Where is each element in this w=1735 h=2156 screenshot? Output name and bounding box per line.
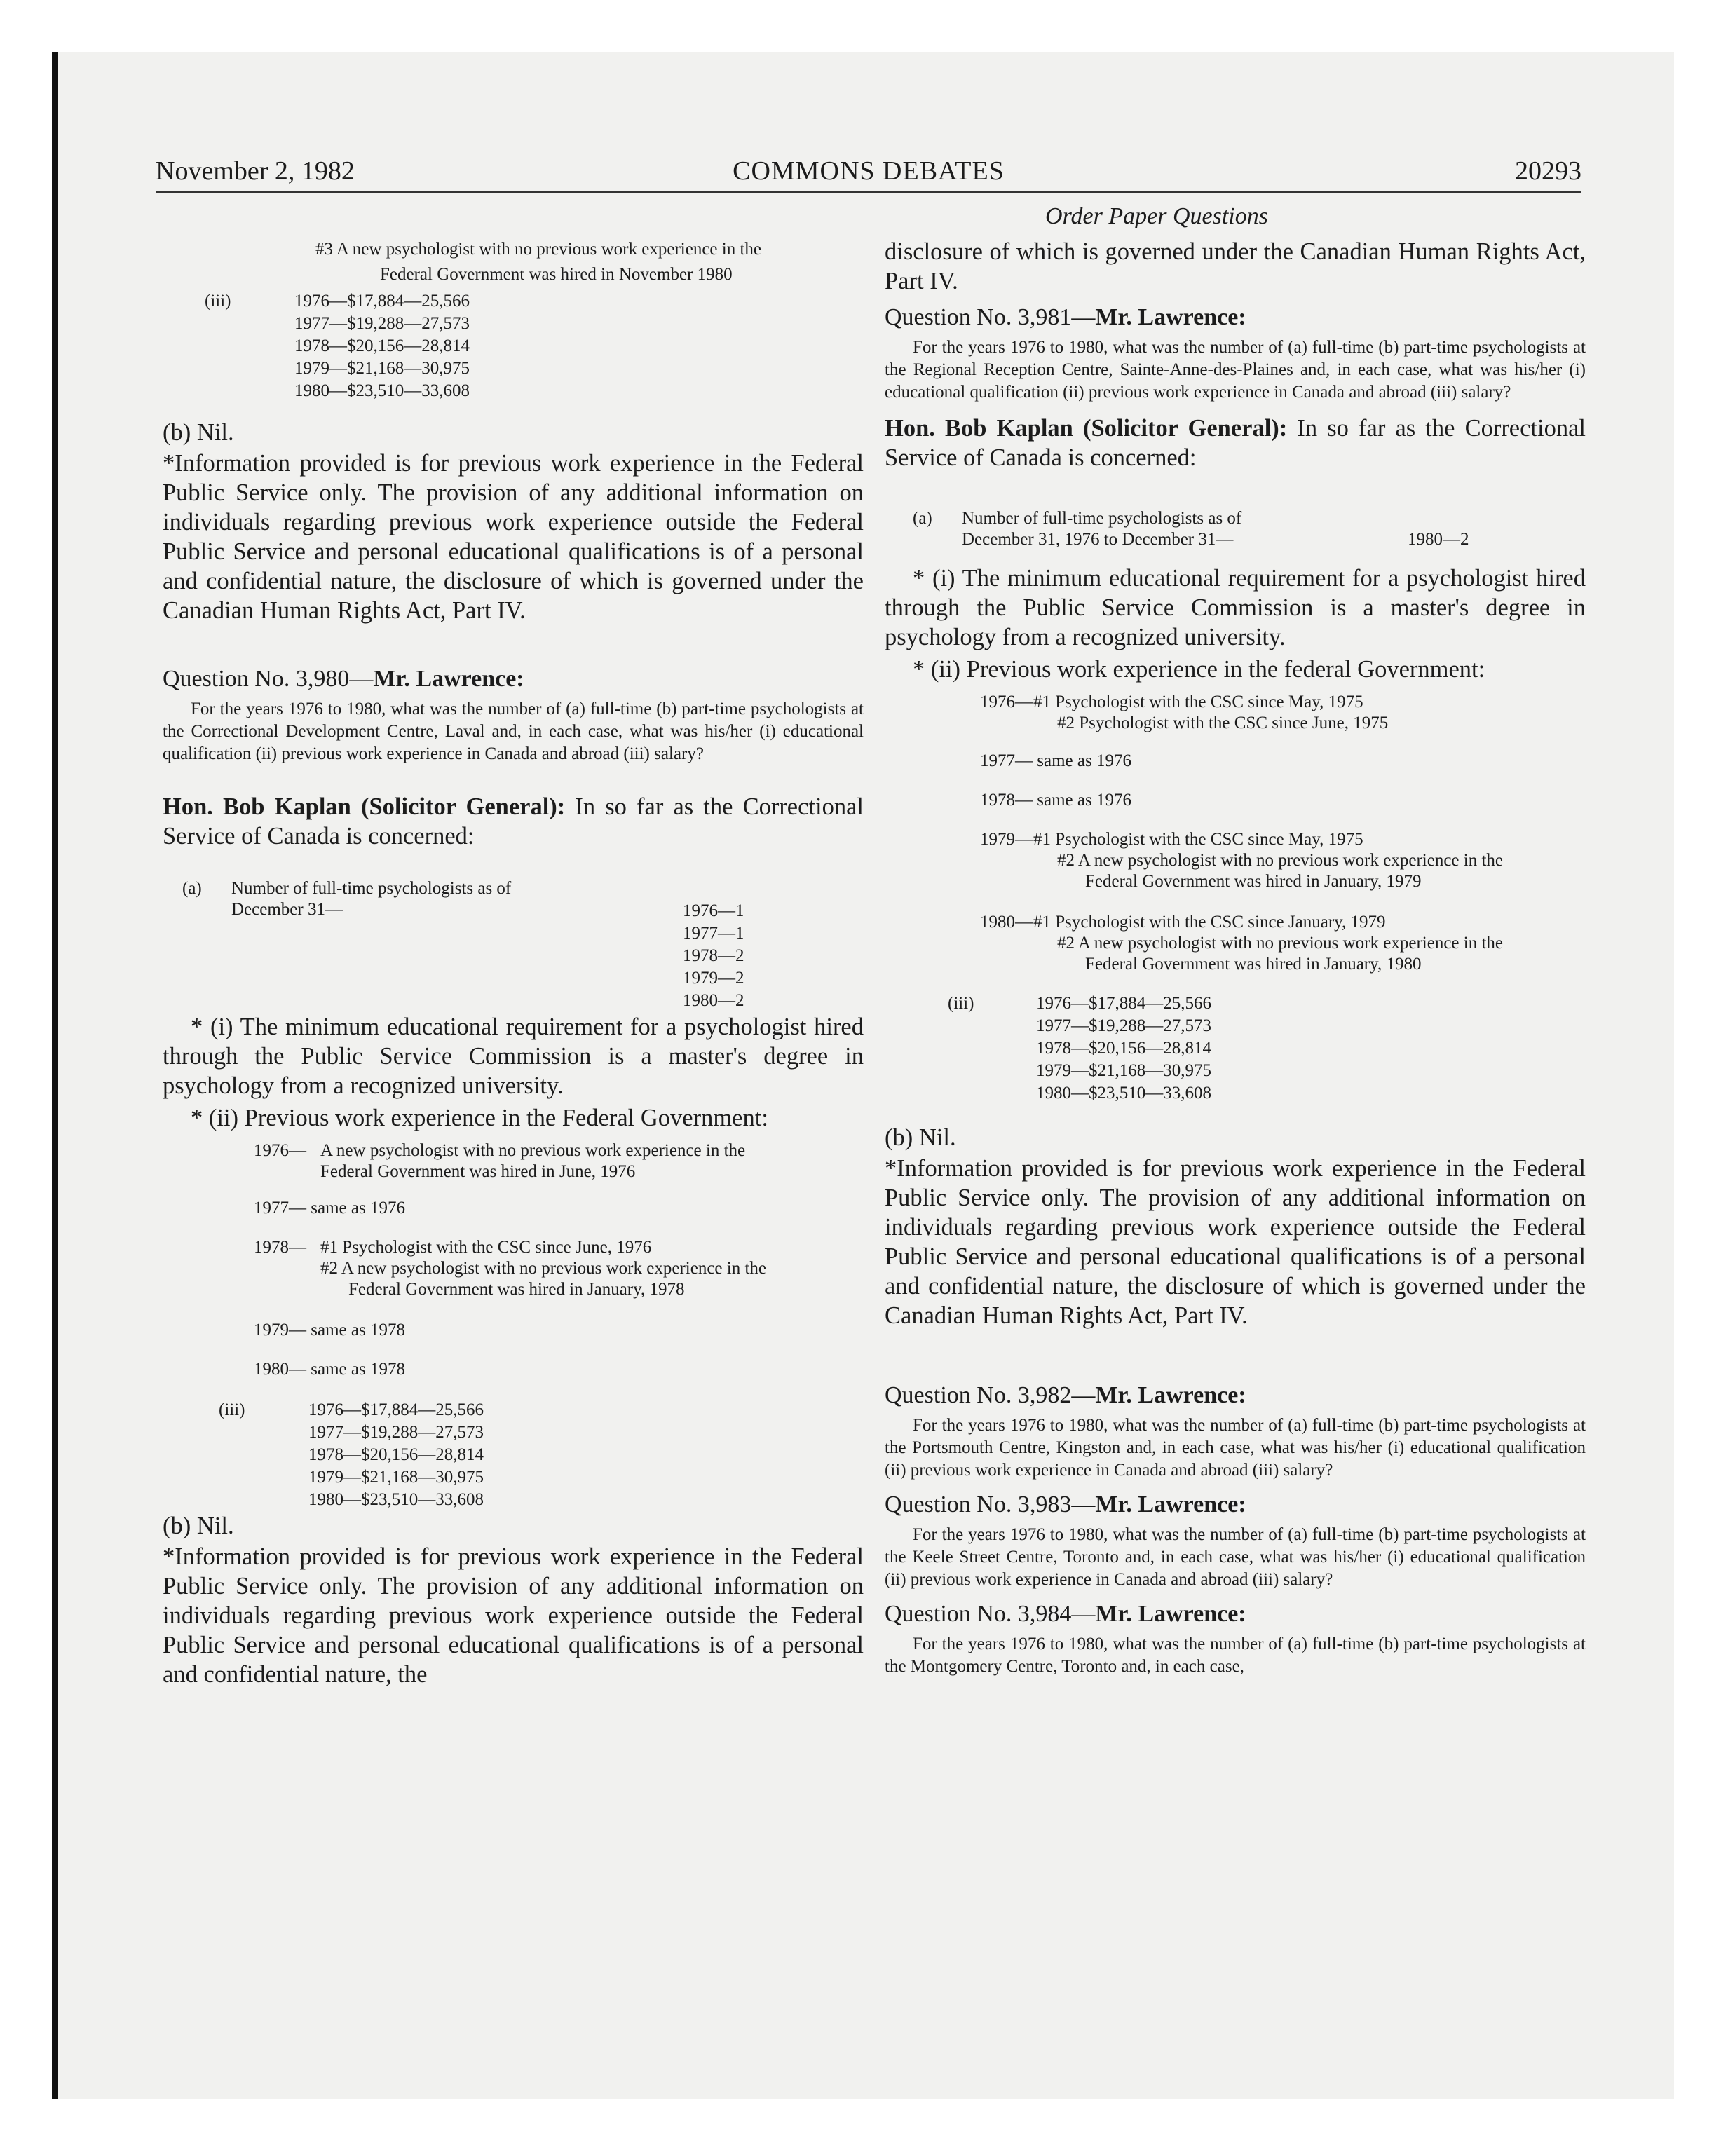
answer-speaker: Hon. Bob Kaplan (Solicitor General): (885, 415, 1288, 442)
question-text: For the years 1976 to 1980, what was the number of (a) full-time (b) part-time psychologists at the Portsmouth Centre, Kingston and, in each case, what was his/her (i) educational qualification (ii) previous work experience in Canada and abroad (iii) salary? (885, 1416, 1586, 1480)
experience-line: #2 Psychologist with the CSC since June, 1975 (1057, 714, 1389, 732)
experience-line: #1 Psychologist with the CSC since May, 1975 (1033, 692, 1363, 711)
answer-paragraph (163, 792, 864, 851)
a-text: Number of full-time psychologists as of (962, 509, 1242, 528)
scan-edge (52, 52, 58, 2099)
continued-paragraph: disclosure of which is governed under the Canadian Human Rights Act, Part IV. (885, 238, 1586, 294)
question-number: Question No. 3,984— (885, 1601, 1096, 1627)
experience-line: #1 Psychologist with the CSC since June, 1976 (320, 1238, 652, 1257)
info-paragraph: *Information provided is for previous work experience in the Federal Public Service only. The provision of any additional information on individuals regarding previous work experience outside the Federal Public Service and personal educational qualifications is of a personal and confidential nature, the disclosure of which is governed under the Canadian Human Rights Act, Part IV. (163, 450, 864, 624)
experience-line: Federal Government was hired in January, 1980 (1085, 955, 1422, 974)
experience-line: 1980— same as 1978 (254, 1360, 405, 1379)
salary-row: 1979—$21,168—30,975 (1036, 1061, 1211, 1080)
salary-table (163, 290, 864, 409)
experience-line: Federal Government was hired in January, 1979 (1085, 872, 1422, 891)
salary-row: 1980—$23,510—33,608 (308, 1490, 484, 1509)
question-text: For the years 1976 to 1980, what was the number of (a) full-time (b) part-time psychologists at the Keele Street Centre, Toronto and, in each case, what was his/her (i) educational qualification (ii) previous work experience in Canada and abroad (iii) salary? (885, 1525, 1586, 1589)
salary-row: 1977—$19,288—27,573 (308, 1423, 484, 1442)
iii-label: (iii) (948, 994, 974, 1013)
experience-line: #2 A new psychologist with no previous work experience in the (1057, 934, 1503, 953)
year-label: 1979— (980, 830, 1033, 849)
answer-paragraph (885, 414, 1586, 472)
salary-row: 1980—$23,510—33,608 (1036, 1084, 1211, 1103)
experience-line: 1977— same as 1976 (254, 1199, 405, 1217)
question-member: Mr. Lawrence: (1095, 1601, 1246, 1627)
iii-label: (iii) (205, 292, 231, 311)
previous-experience-heading: * (ii) Previous work experience in the Federal Government: (191, 1105, 768, 1131)
question-title (885, 1601, 1586, 1628)
previous-experience-heading: * (ii) Previous work experience in the federal Government: (913, 656, 1485, 683)
header-page-number: 20293 (1515, 156, 1581, 186)
question-number: Question No. 3,982— (885, 1382, 1096, 1408)
salary-row: 1980—$23,510—33,608 (294, 381, 470, 400)
question-title (885, 1382, 1586, 1409)
a-text: December 31, 1976 to December 31— (962, 530, 1234, 549)
education-paragraph: * (i) The minimum educational requirement for a psychologist hired through the Public Service Commission is a master's degree in psychology from a recognized university. (885, 565, 1586, 650)
question-member: Mr. Lawrence: (1095, 1382, 1246, 1408)
page-header (156, 149, 1581, 193)
salary-row: 1978—$20,156—28,814 (1036, 1039, 1211, 1058)
right-column (885, 231, 1586, 1678)
year-label: 1976— (254, 1141, 306, 1160)
experience-line: #1 Psychologist with the CSC since January, 1979 (1033, 913, 1386, 932)
count-table (163, 878, 864, 1010)
count-table (885, 507, 1586, 564)
salary-row: 1979—$21,168—30,975 (294, 359, 470, 378)
experience-line: 1978— same as 1976 (980, 791, 1131, 810)
year-label: 1978— (254, 1238, 306, 1257)
experience-table (885, 691, 1586, 1113)
experience-line: #2 A new psychologist with no previous work experience in the (320, 1259, 766, 1278)
iii-label: (iii) (219, 1400, 245, 1419)
question-title (885, 1492, 1586, 1518)
salary-row: 1978—$20,156—28,814 (294, 336, 470, 355)
left-column (163, 231, 864, 1689)
experience-line: 1979— same as 1978 (254, 1321, 405, 1339)
salary-row: 1979—$21,168—30,975 (308, 1468, 484, 1487)
b-nil: (b) Nil. (163, 419, 234, 446)
salary-row: 1976—$17,884—25,566 (294, 292, 470, 311)
salary-row: 1977—$19,288—27,573 (1036, 1016, 1211, 1035)
a-label: (a) (913, 509, 932, 528)
salary-row: 1976—$17,884—25,566 (1036, 994, 1211, 1013)
b-nil: (b) Nil. (885, 1124, 956, 1151)
note-line: Federal Government was hired in November 1980 (380, 265, 733, 284)
experience-line: Federal Government was hired in January, 1978 (348, 1280, 685, 1299)
answer-text: In so far as the Correctional Service of Canada is concerned: (885, 415, 1586, 471)
a-label: (a) (182, 879, 202, 898)
answer-text: In so far as the Correctional Service of Canada is concerned: (163, 793, 864, 850)
count-row: 1977—1 (683, 924, 744, 943)
salary-row: 1976—$17,884—25,566 (308, 1400, 484, 1419)
question-number: Question No. 3,981— (885, 304, 1096, 330)
experience-table (163, 1140, 864, 1509)
question-member: Mr. Lawrence: (1095, 1492, 1246, 1517)
info-paragraph: *Information provided is for previous work experience in the Federal Public Service only. The provision of any additional information on individuals regarding previous work experience outside the Federal Public Service and personal educational qualifications is of a personal and confidential nature, the disclosure of which is governed under the Canadian Human Rights Act, Part IV. (885, 1155, 1586, 1329)
experience-line: #1 Psychologist with the CSC since May, 1975 (1033, 830, 1363, 849)
count-row: 1980—2 (1408, 530, 1469, 549)
answer-speaker: Hon. Bob Kaplan (Solicitor General): (163, 793, 566, 820)
b-nil: (b) Nil. (163, 1513, 234, 1539)
count-row: 1980—2 (683, 991, 744, 1010)
question-member: Mr. Lawrence: (373, 666, 524, 692)
experience-line: #2 A new psychologist with no previous work experience in the (1057, 851, 1503, 870)
section-subhead: Order Paper Questions (1045, 203, 1268, 229)
question-member: Mr. Lawrence: (1095, 304, 1246, 330)
a-text: Number of full-time psychologists as of (231, 879, 512, 898)
year-label: 1976— (980, 692, 1033, 711)
count-row: 1978—2 (683, 946, 744, 965)
question-text: For the years 1976 to 1980, what was the number of (a) full-time (b) part-time psychologists at the Correctional Development Centre, Laval and, in each case, what was his/her (i) educational qualification (ii) previous work experience in Canada and abroad (iii) salary? (163, 700, 864, 763)
note-line: #3 A new psychologist with no previous work experience in the (315, 240, 761, 259)
a-text: December 31— (231, 900, 343, 919)
count-row: 1976—1 (683, 901, 744, 920)
question-number: Question No. 3,983— (885, 1492, 1096, 1517)
question-title (163, 666, 864, 692)
education-paragraph: * (i) The minimum educational requirement for a psychologist hired through the Public Service Commission is a master's degree in psychology from a recognized university. (163, 1014, 864, 1099)
question-text: For the years 1976 to 1980, what was the number of (a) full-time (b) part-time psychologists at the Regional Reception Centre, Sainte-Anne-des-Plaines and, in each case, what was his/her (i) educational qualification (ii) previous work experience in Canada and abroad (iii) salary? (885, 338, 1586, 402)
count-row: 1979—2 (683, 969, 744, 988)
experience-line: Federal Government was hired in June, 1976 (320, 1162, 636, 1181)
header-title: COMMONS DEBATES (733, 156, 1005, 186)
info-paragraph: *Information provided is for previous work experience in the Federal Public Service only. The provision of any additional information on individuals regarding previous work experience outside the Federal Public Service and personal educational qualifications is of a personal and confidential nature, the (163, 1543, 864, 1688)
salary-row: 1977—$19,288—27,573 (294, 314, 470, 333)
question-text: For the years 1976 to 1980, what was the number of (a) full-time (b) part-time psychologists at the Montgomery Centre, Toronto and, in each case, (885, 1635, 1586, 1676)
experience-line: 1977— same as 1976 (980, 751, 1131, 770)
question-title (885, 304, 1586, 331)
question-number: Question No. 3,980— (163, 666, 374, 692)
salary-row: 1978—$20,156—28,814 (308, 1445, 484, 1464)
year-label: 1980— (980, 913, 1033, 932)
experience-line: A new psychologist with no previous work experience in the (320, 1141, 746, 1160)
header-date: November 2, 1982 (156, 156, 355, 186)
